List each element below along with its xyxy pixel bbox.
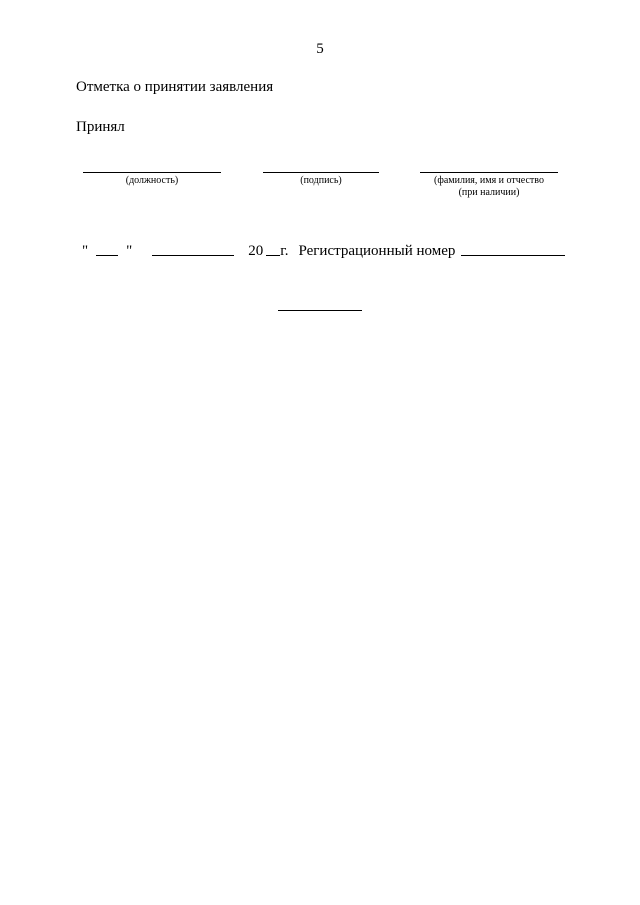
month-blank — [152, 241, 234, 256]
registration-number-blank — [461, 241, 565, 256]
full-name-line — [420, 172, 558, 173]
full-name-caption-line2: (при наличии) — [458, 187, 520, 198]
open-quote: " — [82, 243, 89, 259]
signature-line — [263, 172, 379, 173]
day-blank — [96, 241, 118, 256]
accepted-by-label: Принял — [76, 119, 125, 135]
year-blank — [266, 241, 280, 256]
signature-caption: (подпись) — [300, 175, 342, 186]
position-signature-field — [82, 172, 222, 187]
year-suffix: г. — [280, 243, 289, 259]
full-name-caption-line1: (фамилия, имя и отчество — [434, 175, 544, 186]
registration-number-label: Регистрационный номер — [298, 243, 456, 259]
date-registration-row — [82, 240, 565, 260]
closing-line — [278, 310, 362, 311]
acceptance-heading: Отметка о принятии заявления — [76, 79, 274, 95]
signature-field — [262, 172, 380, 187]
year-prefix: 20 — [248, 243, 264, 259]
full-name-field — [415, 172, 563, 199]
page-number: 5 — [316, 41, 324, 57]
close-quote: " — [126, 243, 133, 259]
position-line — [83, 172, 221, 173]
position-caption: (должность) — [125, 175, 179, 186]
